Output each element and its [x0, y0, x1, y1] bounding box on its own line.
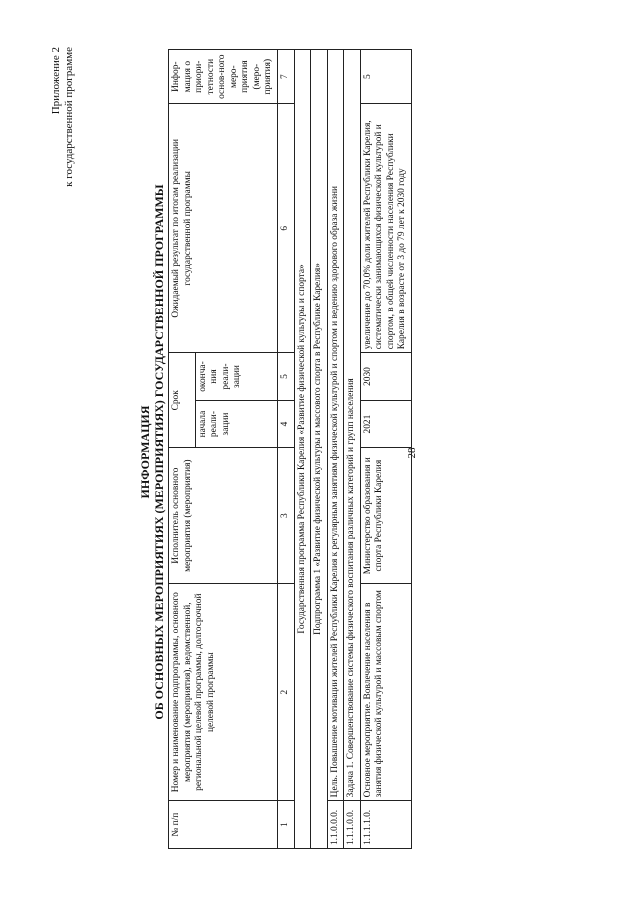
row-end: 2030 [360, 353, 411, 401]
goal-num: 1.1.0.0.0. [327, 801, 344, 849]
header-result: Ожидаемый результат по итогам реализации государственной программы [169, 104, 278, 353]
header-end: оконча-ния реали-зации [195, 353, 277, 401]
header-term: Срок [169, 353, 196, 448]
table-row [360, 50, 411, 849]
col-number: 4 [277, 400, 294, 448]
task-num: 1.1.1.0.0. [344, 801, 361, 849]
header-executor: Исполнитель основного мероприятия (мероприятия) [169, 448, 278, 584]
title-line-1: ИНФОРМАЦИЯ [138, 405, 152, 499]
appendix-line-2: к государственной программе [63, 47, 75, 187]
header-num: № п/п [169, 801, 278, 849]
row-executor: Министерство образования и спорта Республики Карелия [360, 448, 411, 584]
subprogram-row [311, 50, 328, 849]
col-number: 7 [277, 50, 294, 104]
state-program-title: Государственная программа Республики Карелия «Развитие физической культуры и спорта» [294, 50, 311, 849]
task-row [344, 50, 361, 849]
state-program-row [294, 50, 311, 849]
col-number: 1 [277, 801, 294, 849]
row-name: Основное мероприятие. Вовлечение населения в занятия физической культурой и массовым спортом [360, 584, 411, 801]
appendix-note [50, 47, 76, 187]
row-num: 1.1.1.1.0. [360, 801, 411, 849]
header-start: начала реали-зации [195, 400, 277, 448]
row-priority: 5 [360, 50, 411, 104]
row-start: 2021 [360, 400, 411, 448]
task-text: Задача 1. Совершенствование системы физического воспитания различных категорий и групп населения [344, 50, 361, 801]
col-number: 3 [277, 448, 294, 584]
measures-table [168, 49, 412, 849]
col-number: 2 [277, 584, 294, 801]
column-numbers-row [277, 50, 294, 849]
row-result: увеличение до 70,0% доли жителей Республики Карелия, систематически занимающихся физической культурой и спортом, в общей численности населения Республики Карелия в возрасте от 3 до 79 лет к 2030 году [360, 104, 411, 353]
header-name: Номер и наименование подпрограммы, основного мероприятия (мероприятия), ведомственной, региональной целевой программы, долгосрочной целевой программы [169, 584, 278, 801]
goal-row [327, 50, 344, 849]
header-priority: Инфор-мация о приори-тетности основ-ного меро-приятия (меро-приятия) [169, 50, 278, 104]
goal-text: Цель. Повышение мотивации жителей Республики Карелия к регулярным занятиям физической культурой и спортом и ведению здорового образа жизни [327, 50, 344, 801]
col-number: 6 [277, 104, 294, 353]
appendix-line-1: Приложение 2 [50, 47, 62, 115]
rotated-sheet [50, 33, 590, 871]
page-number: 28 [406, 447, 418, 459]
title-line-2: ОБ ОСНОВНЫХ МЕРОПРИЯТИЯХ (МЕРОПРИЯТИЯХ) ГОСУДАРСТВЕННОЙ ПРОГРАММЫ [152, 184, 166, 720]
document-title [138, 33, 166, 871]
subprogram-title: Подпрограмма 1 «Развитие физической культуры и массового спорта в Республике Карелия» [311, 50, 328, 849]
col-number: 5 [277, 353, 294, 401]
